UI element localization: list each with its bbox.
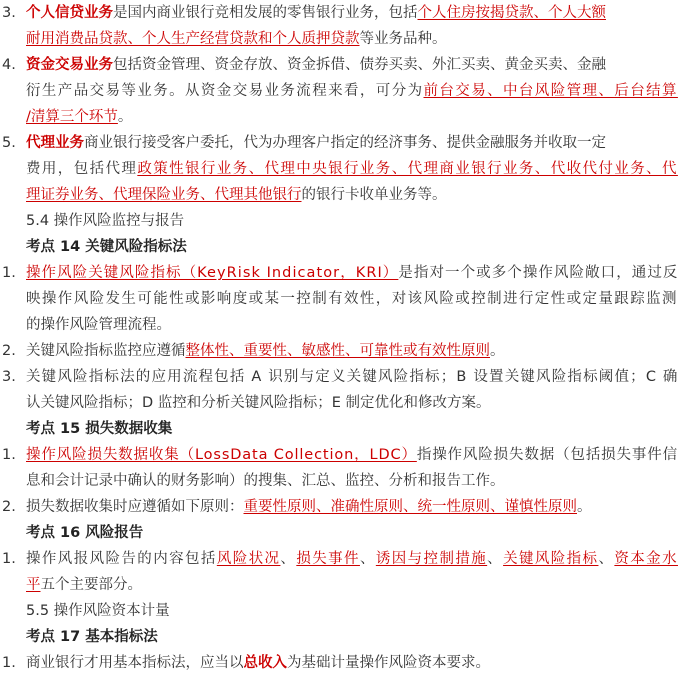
list-number: 1. (2, 551, 16, 567)
list-number: 3. (2, 369, 16, 385)
key-term: 个人信贷业务 (26, 5, 113, 21)
list-number: 1. (2, 447, 16, 463)
text-segment: 是指对一个或多个操作风险敞口，通过反 (398, 265, 679, 281)
section-line (0, 598, 679, 624)
list-item-line (0, 364, 679, 390)
text-segment: 费用，包括代理 (26, 161, 138, 177)
list-item-text (26, 546, 678, 572)
list-item-line (0, 78, 679, 104)
list-item-text (26, 130, 606, 156)
list-item-text (26, 650, 490, 676)
list-item-text (26, 494, 592, 520)
text-segment: 衍生产品交易等业务。从资金交易业务流程来看，可分为 (26, 83, 424, 99)
text-segment: 指操作风险损失数据（包括损失事件信 (416, 447, 678, 463)
list-item-text (26, 78, 678, 104)
text-segment: 认关键风险指标；D 监控和分析关键风险指标；E 制定优化和修改方案。 (26, 395, 491, 411)
list-item-line (0, 312, 679, 338)
topic-heading: 考点 16 风险报告 (26, 525, 144, 541)
text-segment: 关键风险指标法的应用流程包括 A 识别与定义关键风险指标；B 设置关键风险指标阈值；C 确 (26, 369, 679, 385)
list-number: 5. (2, 135, 16, 151)
list-number: 1. (2, 265, 16, 281)
list-item-line (0, 260, 679, 286)
text-segment: 操作风报风险告的内容包括 (26, 551, 217, 567)
list-item-line (0, 494, 679, 520)
key-term: 诱因与控制措施 (375, 551, 488, 567)
list-item-line (0, 104, 679, 130)
section-title: 5.4 操作风险监控与报告 (26, 213, 185, 229)
heading-line (0, 624, 679, 650)
text-segment: 、 (487, 551, 504, 567)
list-item-text (26, 156, 678, 182)
key-term: 整体性、重要性、敏感性、可靠性或有效性原则 (185, 343, 490, 359)
list-item-text (26, 104, 132, 130)
list-item-line (0, 650, 679, 676)
text-segment: 映操作风险发生可能性或影响度或某一控制有效性，对该风险或控制进行定性或定量跟踪监测 (26, 291, 678, 307)
section-title: 5.5 操作风险资本计量 (26, 603, 170, 619)
list-item-text (26, 572, 142, 598)
text-segment: 等业务品种。 (359, 31, 447, 47)
topic-heading: 考点 14 关键风险指标法 (26, 239, 187, 255)
text-segment: 、 (280, 551, 297, 567)
key-term: 耐用消费品贷款、个人生产经营贷款和个人质押贷款 (26, 31, 360, 47)
list-item-text (26, 338, 505, 364)
list-item-line (0, 546, 679, 572)
text-segment: 、 (598, 551, 615, 567)
key-term: 总收入 (243, 655, 287, 671)
section-line (0, 208, 679, 234)
key-term: 资金交易业务 (26, 57, 113, 73)
list-item-line (0, 286, 679, 312)
list-number: 3. (2, 5, 16, 21)
key-term: 代理业务 (26, 135, 84, 151)
list-item-text (26, 286, 678, 312)
list-item-text (26, 364, 679, 390)
topic-heading: 考点 17 基本指标法 (26, 629, 158, 645)
key-term: 前台交易、中台风险管理、后台结算 (423, 83, 678, 99)
list-item-line (0, 182, 679, 208)
list-number: 1. (2, 655, 16, 671)
text-segment: 关键风险指标监控应遵循 (26, 343, 186, 359)
text-segment: 是国内商业银行竞相发展的零售银行业务，包括 (113, 5, 418, 21)
list-item-line (0, 572, 679, 598)
list-item-line (0, 156, 679, 182)
list-item-text (26, 182, 447, 208)
key-term: /清算三个环节 (26, 109, 118, 125)
list-item-text (26, 260, 678, 286)
list-number: 2. (2, 343, 16, 359)
key-term: 损失事件 (296, 551, 360, 567)
text-segment: 的操作风险管理流程。 (26, 317, 171, 333)
text-segment: 损失数据收集时应遵循如下原则： (26, 499, 244, 515)
text-segment: 商业银行接受客户委托，代为办理客户指定的经济事务、提供金融服务并收取一定 (84, 135, 606, 151)
text-segment: 。 (490, 343, 505, 359)
key-term: 资本金水 (614, 551, 678, 567)
text-segment: 包括资金管理、资金存放、资金拆借、债券买卖、外汇买卖、黄金买卖、金融 (113, 57, 606, 73)
list-item-line (0, 442, 679, 468)
list-item-line (0, 338, 679, 364)
list-item-line (0, 130, 679, 156)
key-term: 个人住房按揭贷款、个人大额 (417, 5, 606, 21)
list-number: 4. (2, 57, 16, 73)
text-segment: 的银行卡收单业务等。 (301, 187, 447, 203)
key-term: 重要性原则、准确性原则、统一性原则、谨慎性原则 (243, 499, 577, 515)
list-item-line (0, 0, 679, 26)
list-item-line (0, 26, 679, 52)
list-item-text (26, 468, 505, 494)
heading-line (0, 416, 679, 442)
list-item-text (26, 52, 606, 78)
list-number: 2. (2, 499, 16, 515)
text-segment: 、 (359, 551, 376, 567)
key-term: 风险状况 (216, 551, 281, 567)
list-item-line (0, 390, 679, 416)
list-item-text (26, 442, 678, 468)
list-item-text (26, 312, 171, 338)
list-item-text (26, 390, 491, 416)
text-segment: 息和会计记录中确认的财务影响）的搜集、汇总、监控、分析和报告工作。 (26, 473, 505, 489)
text-segment: 。 (117, 109, 133, 125)
list-item-line (0, 468, 679, 494)
list-item-text (26, 0, 606, 26)
list-item-text (26, 26, 447, 52)
text-segment: 商业银行才用基本指标法，应当以 (26, 655, 244, 671)
text-segment: 为基础计量操作风险资本要求。 (287, 655, 490, 671)
key-term: 关键风险指标 (503, 551, 599, 567)
text-segment: 五个主要部分。 (40, 577, 142, 593)
topic-heading: 考点 15 损失数据收集 (26, 421, 173, 437)
heading-line (0, 520, 679, 546)
heading-line (0, 234, 679, 260)
text-segment: 。 (577, 499, 592, 515)
list-item-line (0, 52, 679, 78)
key-term: 理证券业务、代理保险业务、代理其他银行 (26, 187, 302, 203)
key-term: 操作风险关键风险指标（KeyRisk Indicator，KRI） (26, 265, 399, 281)
key-term: 操作风险损失数据收集（LossData Collection，LDC） (26, 447, 417, 463)
key-term: 政策性银行业务、代理中央银行业务、代理商业银行业务、代收代付业务、代 (137, 161, 678, 177)
key-term: 平 (26, 577, 41, 593)
